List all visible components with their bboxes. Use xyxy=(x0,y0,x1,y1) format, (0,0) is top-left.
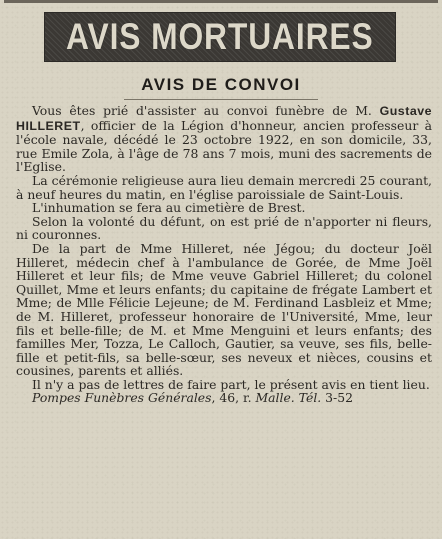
paragraph-family: De la part de Mme Hilleret, née Jégou; du docteur Joël Hilleret, médecin chef à l'ambulance de Gorée, de Mme Joël Hilleret et leur fils; de Mme veuve Gabriel Hilleret; du colonel Quillet, Mme et leurs enfants; du capitaine de frégate Lambert et Mme; de Mlle Félicie Lejeune; de M. Ferdinand Lasbleiz et Mme; de M. Hilleret, professeur honoraire de l'Université, Mme, leur fils et belle-fille; de M. et Mme Menguini et leurs enfants; des familles Mer, Tozza, Le Calloch, Gautier, sa veuve, ses fils, belle-fille et petit-fils, sa belle-sœur, ses neveux et nièces, cousins et cousines, parents et alliés. xyxy=(16,240,432,379)
notice-title: AVIS DE CONVOI xyxy=(141,75,301,94)
title-underline xyxy=(124,99,318,100)
section-banner xyxy=(44,12,396,62)
notice-body xyxy=(16,104,432,405)
paragraph-burial: L'inhumation se fera au cimetière de Brest. xyxy=(32,200,306,216)
deceased-name: Gustave HILLERET xyxy=(16,104,432,133)
paragraph-flowers: Selon la volonté du défunt, on est prié de n'apporter ni fleurs, ni couronnes. xyxy=(16,213,432,243)
signature-line: Pompes Funèbres Générales, 46, r. Malle. Tél. 3-52 xyxy=(32,390,353,406)
paragraph-note: Il n'y a pas de lettres de faire part, le présent avis en tient lieu. xyxy=(32,376,430,392)
paragraph-invitation: Vous êtes prié d'assister au convoi funèbre de M. Gustave HILLERET, officier de la Légion d'honneur, ancien professeur à l'école navale, décédé le 23 octobre 1922, en son domicile, 33, rue Emile Zola, à l'âge de 78 ans 7 mois, muni des sacrements de l'Eglise. xyxy=(16,103,432,175)
paragraph-ceremony: La cérémonie religieuse aura lieu demain mercredi 25 courant, à neuf heures du matin, en l'église paroissiale de Saint-Louis. xyxy=(16,172,432,202)
top-rule xyxy=(4,0,438,3)
banner-title: AVIS MORTUAIRES xyxy=(66,16,374,57)
